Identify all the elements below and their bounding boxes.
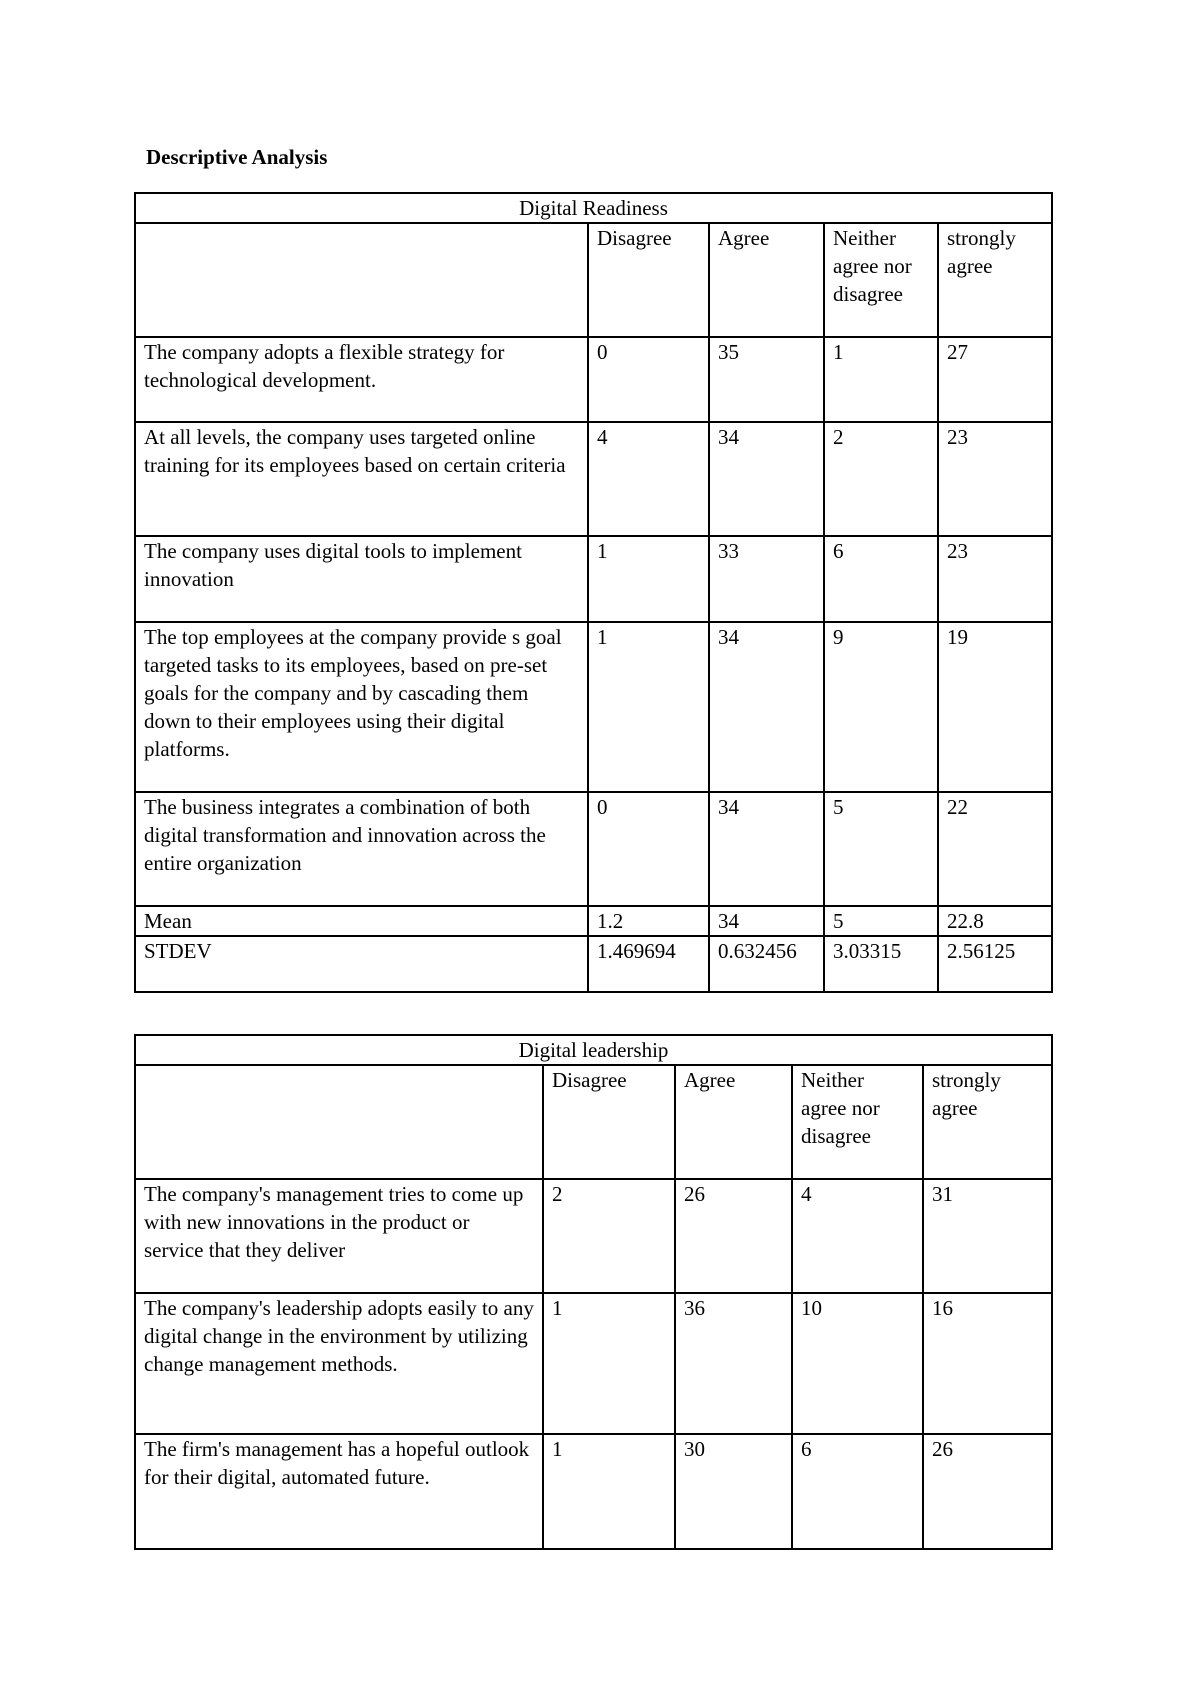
value-cell: 36 bbox=[675, 1293, 792, 1434]
value-cell: 34 bbox=[709, 622, 824, 792]
value-cell: 26 bbox=[675, 1179, 792, 1293]
value-cell: 34 bbox=[709, 792, 824, 906]
value-cell: 1 bbox=[543, 1434, 675, 1549]
page-heading: Descriptive Analysis bbox=[146, 145, 328, 169]
statement-cell: The company's leadership adopts easily to any digital change in the environment by utilizing change management methods. bbox=[135, 1293, 543, 1434]
value-cell: 1 bbox=[588, 536, 709, 622]
value-cell: 4 bbox=[588, 422, 709, 536]
statement-cell: At all levels, the company uses targeted online training for its employees based on certain criteria bbox=[135, 422, 588, 536]
statement-cell: The company uses digital tools to implement innovation bbox=[135, 536, 588, 622]
value-cell: 33 bbox=[709, 536, 824, 622]
value-cell: 23 bbox=[938, 422, 1052, 536]
digital-leadership-table bbox=[134, 1034, 1053, 1550]
value-cell: 31 bbox=[923, 1179, 1052, 1293]
value-cell: 2 bbox=[824, 422, 938, 536]
header-strongly-agree: strongly agree bbox=[938, 223, 1052, 337]
value-cell: 26 bbox=[923, 1434, 1052, 1549]
statement-cell: The company adopts a flexible strategy for technological development. bbox=[135, 337, 588, 422]
value-cell: 6 bbox=[824, 536, 938, 622]
value-cell: 30 bbox=[675, 1434, 792, 1549]
table-title: Digital Readiness bbox=[135, 193, 1052, 223]
header-neither: Neither agree nor disagree bbox=[792, 1065, 923, 1179]
header-blank-cell bbox=[135, 223, 588, 337]
mean-value: 1.2 bbox=[588, 906, 709, 936]
header-disagree: Disagree bbox=[588, 223, 709, 337]
stdev-value: 1.469694 bbox=[588, 936, 709, 992]
digital-readiness-table bbox=[134, 192, 1053, 993]
value-cell: 9 bbox=[824, 622, 938, 792]
stdev-label: STDEV bbox=[135, 936, 588, 992]
value-cell: 5 bbox=[824, 792, 938, 906]
header-disagree: Disagree bbox=[543, 1065, 675, 1179]
value-cell: 1 bbox=[588, 622, 709, 792]
value-cell: 23 bbox=[938, 536, 1052, 622]
value-cell: 19 bbox=[938, 622, 1052, 792]
value-cell: 16 bbox=[923, 1293, 1052, 1434]
value-cell: 10 bbox=[792, 1293, 923, 1434]
stdev-value: 2.56125 bbox=[938, 936, 1052, 992]
mean-value: 34 bbox=[709, 906, 824, 936]
header-neither: Neither agree nor disagree bbox=[824, 223, 938, 337]
table-row bbox=[135, 622, 1052, 792]
stdev-row bbox=[135, 936, 1052, 992]
value-cell: 0 bbox=[588, 792, 709, 906]
table-row bbox=[135, 1179, 1052, 1293]
value-cell: 0 bbox=[588, 337, 709, 422]
stdev-value: 3.03315 bbox=[824, 936, 938, 992]
value-cell: 34 bbox=[709, 422, 824, 536]
statement-cell: The firm's management has a hopeful outlook for their digital, automated future. bbox=[135, 1434, 543, 1549]
table-row bbox=[135, 1434, 1052, 1549]
statement-cell: The business integrates a combination of both digital transformation and innovation across the entire organization bbox=[135, 792, 588, 906]
value-cell: 1 bbox=[824, 337, 938, 422]
value-cell: 1 bbox=[543, 1293, 675, 1434]
statement-cell: The company's management tries to come up with new innovations in the product or service that they deliver bbox=[135, 1179, 543, 1293]
stdev-value: 0.632456 bbox=[709, 936, 824, 992]
value-cell: 35 bbox=[709, 337, 824, 422]
header-strongly-agree: strongly agree bbox=[923, 1065, 1052, 1179]
mean-row bbox=[135, 906, 1052, 936]
header-blank-cell bbox=[135, 1065, 543, 1179]
table-row bbox=[135, 1293, 1052, 1434]
mean-label: Mean bbox=[135, 906, 588, 936]
value-cell: 27 bbox=[938, 337, 1052, 422]
value-cell: 4 bbox=[792, 1179, 923, 1293]
table-row bbox=[135, 337, 1052, 422]
table-row bbox=[135, 422, 1052, 536]
mean-value: 5 bbox=[824, 906, 938, 936]
table-row bbox=[135, 792, 1052, 906]
value-cell: 22 bbox=[938, 792, 1052, 906]
header-agree: Agree bbox=[675, 1065, 792, 1179]
table-title: Digital leadership bbox=[135, 1035, 1052, 1065]
header-agree: Agree bbox=[709, 223, 824, 337]
mean-value: 22.8 bbox=[938, 906, 1052, 936]
value-cell: 2 bbox=[543, 1179, 675, 1293]
value-cell: 6 bbox=[792, 1434, 923, 1549]
table-row bbox=[135, 536, 1052, 622]
statement-cell: The top employees at the company provide s goal targeted tasks to its employees, based on pre-set goals for the company and by cascading them down to their employees using their digital platforms. bbox=[135, 622, 588, 792]
